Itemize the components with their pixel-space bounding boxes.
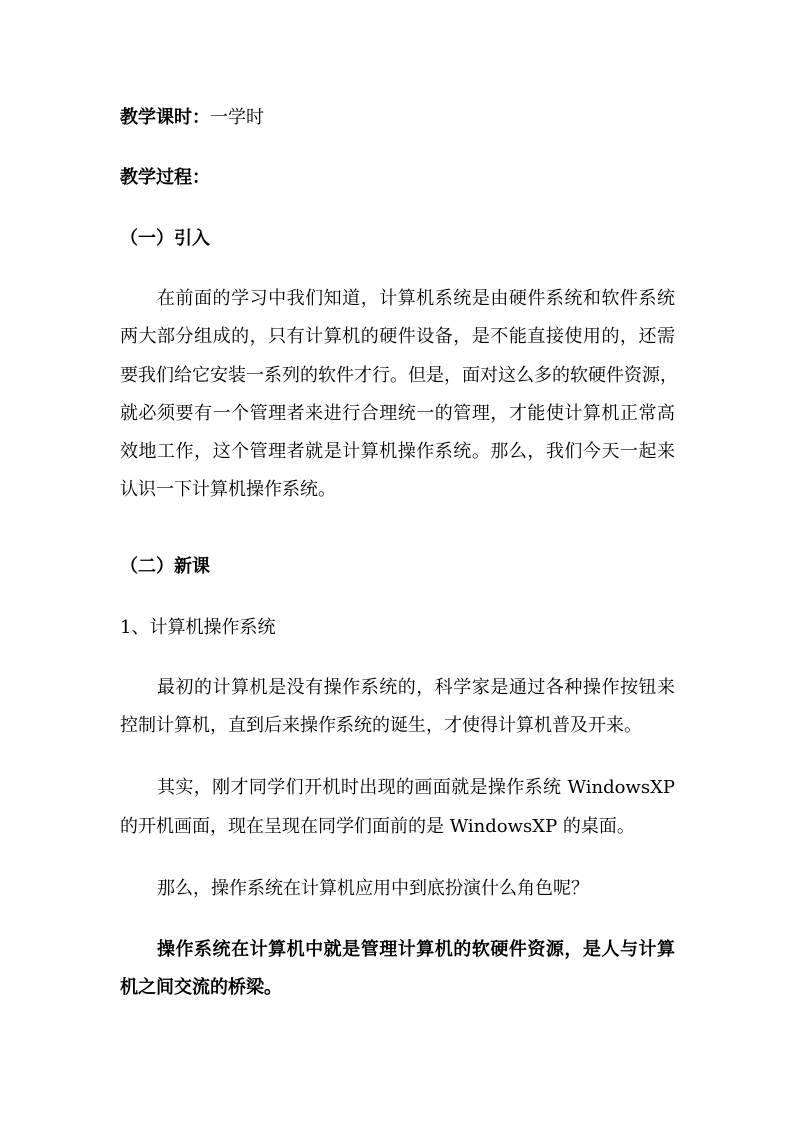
paragraph-line: 其实，刚才同学们开机时出现的画面就是操作系统 WindowsXP: [157, 777, 675, 798]
intro-line: 在前面的学习中我们知道，计算机系统是由硬件系统和软件系统: [157, 288, 675, 309]
paragraph-line: 机之间交流的桥梁。: [120, 977, 282, 998]
intro-line: 认识一下计算机操作系统。: [120, 479, 336, 500]
intro-line: 效地工作，这个管理者就是计算机操作系统。那么，我们今天一起来: [120, 441, 675, 462]
teaching-process-label: 教学过程：: [120, 167, 210, 188]
teaching-hours-line: [120, 106, 264, 130]
paragraph-line: 操作系统在计算机中就是管理计算机的软硬件资源，是人与计算: [157, 939, 675, 960]
teaching-hours-label: 教学课时：: [120, 107, 210, 128]
paragraph-line: 控制计算机，直到后来操作系统的诞生，才使得计算机普及开来。: [120, 715, 642, 736]
intro-heading: （一）引入: [120, 228, 210, 249]
intro-line: 就必须要有一个管理者来进行合理统一的管理，才能使计算机正常高: [120, 403, 675, 424]
subheading-os: 1、计算机操作系统: [120, 617, 276, 638]
teaching-hours-value: 一学时: [210, 107, 264, 128]
intro-line: 要我们给它安装一系列的软件才行。但是，面对这么多的软硬件资源，: [120, 365, 678, 386]
paragraph-question: 那么，操作系统在计算机应用中到底扮演什么角色呢？: [157, 878, 589, 899]
paragraph-line: 的开机画面，现在呈现在同学们面前的是 WindowsXP 的桌面。: [120, 816, 635, 837]
new-lesson-heading: （二）新课: [120, 556, 210, 577]
intro-line: 两大部分组成的，只有计算机的硬件设备，是不能直接使用的，还需: [120, 326, 675, 347]
paragraph-line: 最初的计算机是没有操作系统的，科学家是通过各种操作按钮来: [157, 677, 675, 698]
